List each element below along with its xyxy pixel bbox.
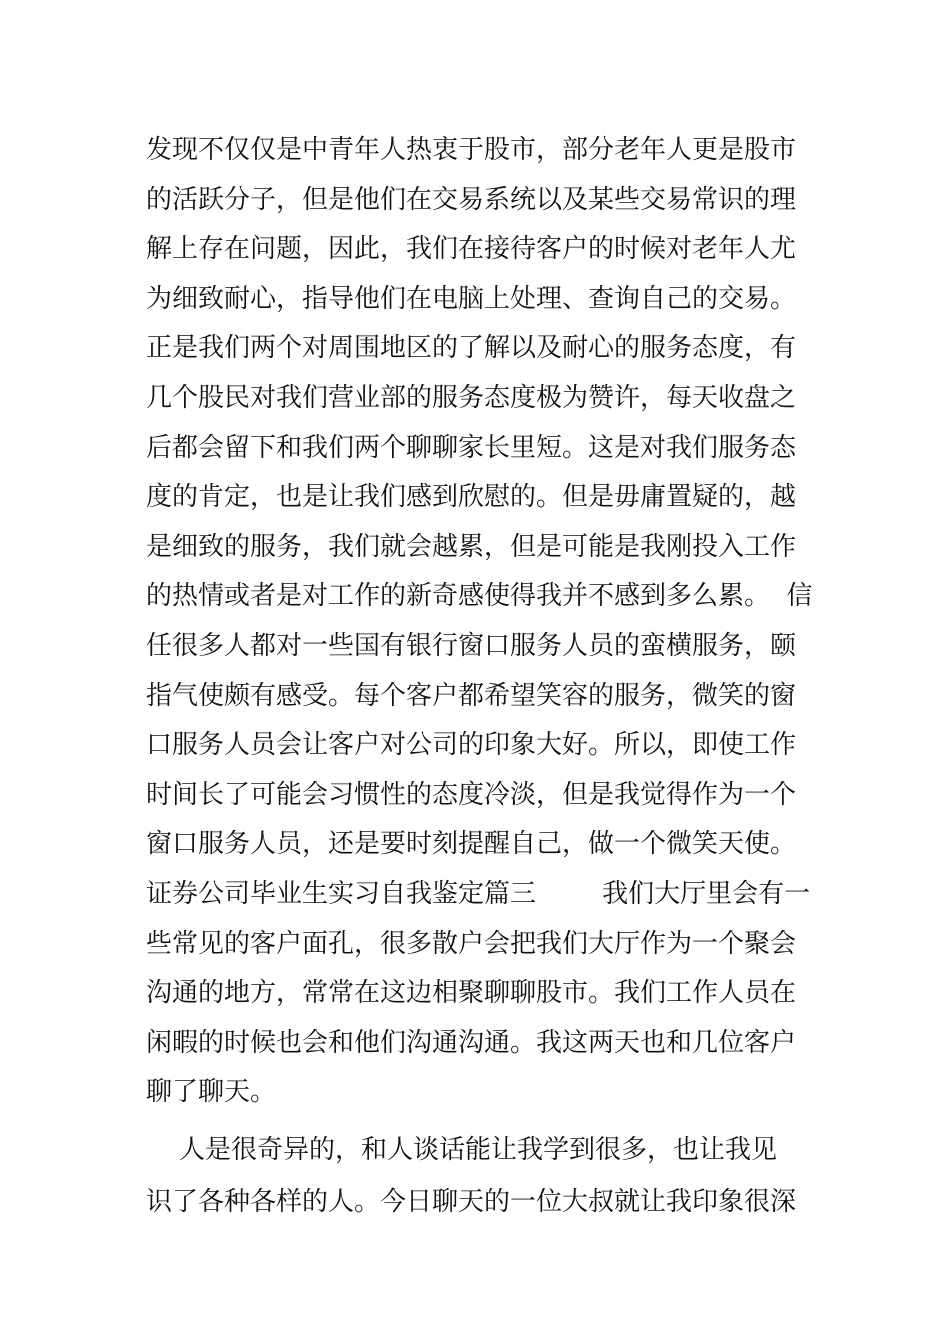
text-line: 指气使颇有感受。每个客户都希望笑容的服务，微笑的窗 (146, 680, 797, 711)
text-line: 后都会留下和我们两个聊聊家长里短。这是对我们服务态 (146, 432, 797, 463)
text-line: 发现不仅仅是中青年人热衷于股市，部分老年人更是股市 (146, 135, 797, 165)
text-line: 是细致的服务，我们就会越累，但是可能是我刚投入工作 (146, 531, 797, 562)
text-line: 聊了聊天。 (146, 1077, 277, 1108)
text-line: 的活跃分子，但是他们在交易系统以及某些交易常识的理 (146, 184, 797, 215)
text-line: 度的肯定，也是让我们感到欣慰的。但是毋庸置疑的，越 (146, 482, 797, 513)
text-line: 正是我们两个对周围地区的了解以及耐心的服务态度，有 (146, 333, 797, 364)
text-line: 沟通的地方，常常在这边相聚聊聊股市。我们工作人员在 (146, 978, 797, 1009)
text-line: 时间长了可能会习惯性的态度冷淡，但是我觉得作为一个 (146, 779, 797, 810)
text-line: 的热情或者是对工作的新奇感使得我并不感到多么累。 信 (146, 581, 813, 612)
text-line: 窗口服务人员，还是要时刻提醒自己，做一个微笑天使。 (146, 829, 797, 860)
text-line: 几个股民对我们营业部的服务态度极为赞许，每天收盘之 (146, 382, 797, 413)
text-line: 闲暇的时候也会和他们沟通沟通。我这两天也和几位客户 (146, 1027, 797, 1058)
body-text (146, 126, 826, 1228)
section-heading-line: 证券公司毕业生实习自我鉴定篇三 我们大厅里会有一 (146, 878, 811, 909)
text-line: 些常见的客户面孔，很多散户会把我们大厅作为一个聚会 (146, 928, 797, 959)
text-line: 任很多人都对一些国有银行窗口服务人员的蛮横服务，颐 (146, 630, 797, 661)
text-line: 口服务人员会让客户对公司的印象大好。所以，即使工作 (146, 730, 797, 761)
text-line: 为细致耐心，指导他们在电脑上处理、查询自己的交易。 (146, 283, 797, 314)
text-line: 解上存在问题，因此，我们在接待客户的时候对老年人尤 (146, 234, 797, 265)
text-line: 识了各种各样的人。今日聊天的一位大叔就让我印象很深 (146, 1187, 797, 1218)
paragraph-start-line: 人是很奇异的，和人谈话能让我学到很多，也让我见 (146, 1135, 778, 1166)
